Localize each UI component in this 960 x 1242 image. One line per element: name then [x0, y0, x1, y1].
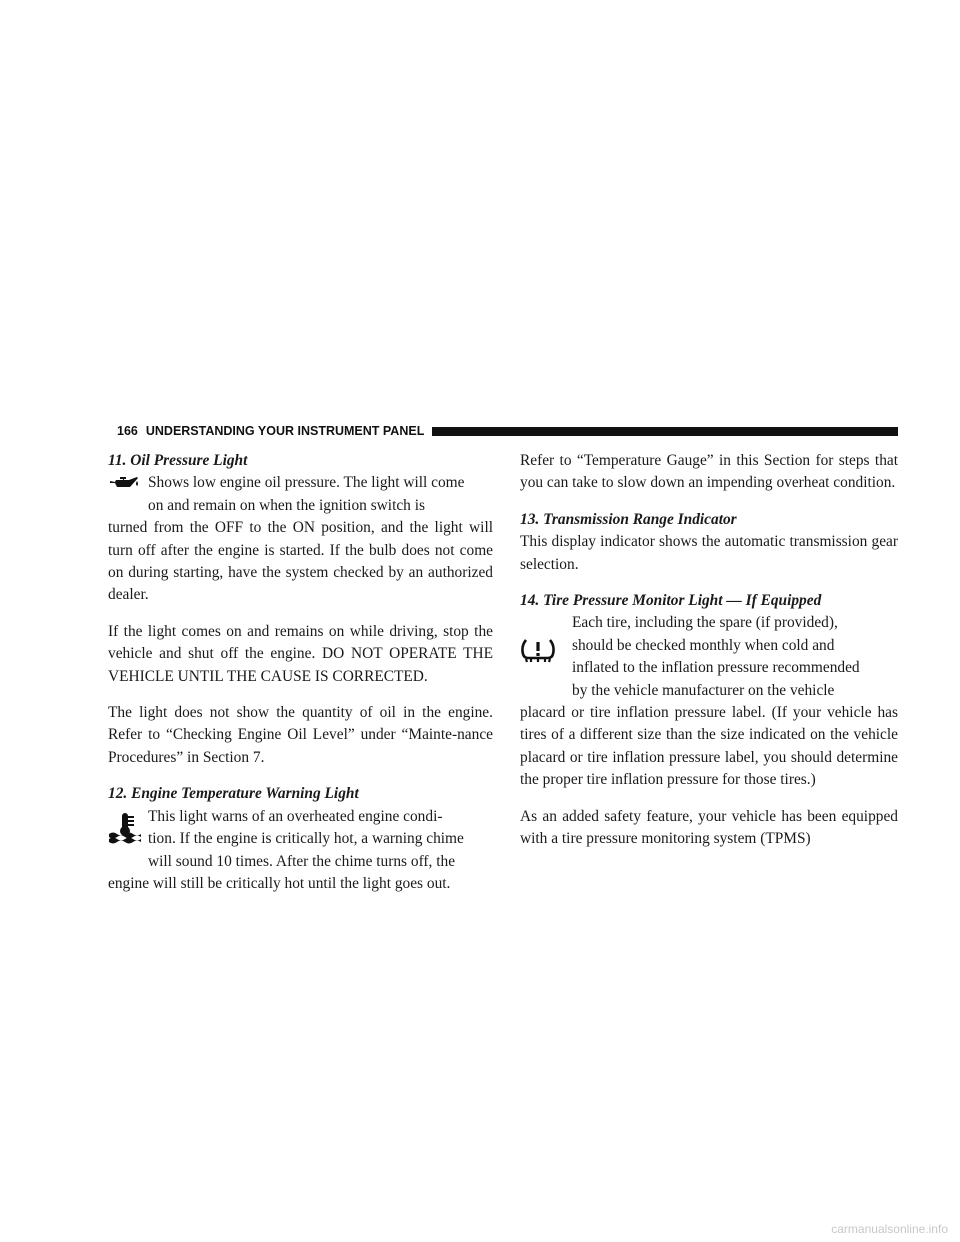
oil-paragraph-3: The light does not show the quantity of oil in the engine. Refer to “Checking Engine Oil Level” under “Mainte-nance Procedures” in Section 7. [108, 704, 493, 766]
tire-pressure-warning-icon [520, 638, 556, 671]
page-header [117, 421, 898, 441]
page-number: 166 [117, 424, 138, 438]
left-column [108, 450, 493, 895]
coolant-temperature-icon [108, 812, 142, 851]
tire-line-2: should be checked monthly when cold and [572, 636, 835, 654]
oil-paragraph-2: If the light comes on and remains on while driving, stop the vehicle and shut off the engine. DO NOT OPERATE THE VEHICLE UNTIL THE CAUSE IS CORRECTED. [108, 622, 493, 685]
heading-transmission: 13. Transmission Range Indicator [520, 510, 737, 528]
temp-line-3: will sound 10 times. After the chime turns off, the [148, 852, 456, 870]
temp-line-2: tion. If the engine is critically hot, a warning chime [148, 830, 464, 848]
oil-paragraph-rest: turned from the OFF to the ON position, and the light will turn off after the engine is started. If the bulb does not come on during starting, have the system checked by an authorized dealer. [108, 519, 493, 604]
heading-oil-pressure: 11. Oil Pressure Light [108, 452, 248, 469]
watermark: carmanualsonline.info [831, 1222, 948, 1236]
oil-line-1: Shows low engine oil pressure. The light will come [148, 474, 465, 492]
header-rule [432, 427, 898, 436]
temp-continued-paragraph: Refer to “Temperature Gauge” in this Section for steps that you can take to slow down an impending overheat condition. [520, 452, 898, 492]
tire-line-4: by the vehicle manufacturer on the vehicle [572, 681, 835, 699]
right-column [520, 450, 898, 851]
temp-line-1: This light warns of an overheated engine condi- [148, 807, 443, 825]
section-title: UNDERSTANDING YOUR INSTRUMENT PANEL [145, 424, 425, 438]
heading-engine-temp: 12. Engine Temperature Warning Light [108, 785, 359, 803]
tire-paragraph-2: As an added safety feature, your vehicle has been equipped with a tire pressure monitoring system (TPMS) [520, 807, 898, 848]
tire-pressure-block [520, 612, 898, 702]
temp-paragraph-rest: engine will still be critically hot until the light goes out. [108, 874, 451, 892]
oil-can-icon [108, 476, 140, 499]
tire-line-1: Each tire, including the spare (if provided), [572, 614, 838, 632]
engine-temp-block [108, 806, 493, 873]
tire-line-3: inflated to the inflation pressure recommended [572, 659, 860, 677]
tire-paragraph-rest: placard or tire inflation pressure label. (If your vehicle has tires of a different size than the size indicated on the vehicle placard or tire inflation pressure label, you should determine the proper tire inflation pressure for those tires.) [520, 704, 898, 789]
transmission-paragraph: This display indicator shows the automatic transmission gear selection. [520, 533, 898, 573]
oil-pressure-block [108, 472, 493, 517]
oil-line-2: on and remain on when the ignition switch is [148, 496, 425, 514]
heading-tire-pressure: 14. Tire Pressure Monitor Light — If Equipped [520, 592, 822, 610]
